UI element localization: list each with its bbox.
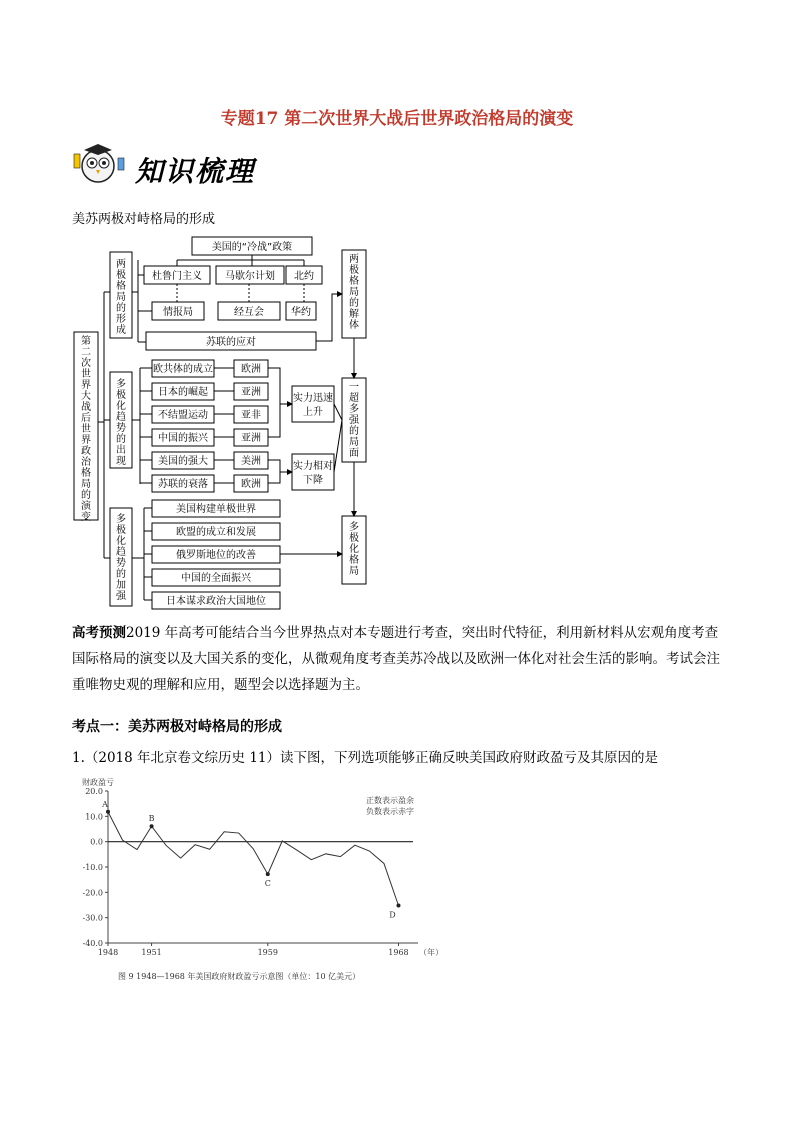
svg-text:势: 势	[116, 558, 126, 569]
us-item-0: 杜鲁门主义	[152, 271, 202, 282]
svg-text:形: 形	[116, 314, 126, 325]
su-response-label: 苏联的应对	[206, 337, 256, 348]
svg-text:极: 极	[349, 265, 359, 276]
svg-text:的: 的	[116, 569, 126, 580]
svg-text:加: 加	[116, 580, 126, 591]
chart-xtick-3: 1968	[388, 948, 409, 957]
svg-text:界: 界	[81, 380, 91, 391]
svg-text:局: 局	[81, 479, 91, 490]
chart-legend-1: 负数表示赤字	[366, 807, 414, 816]
svg-text:极: 极	[116, 390, 126, 401]
chart-ytick-1: 10.0	[85, 812, 103, 822]
result1-label	[349, 253, 359, 331]
result2-label	[349, 382, 360, 459]
force-name-3: 中国的振兴	[158, 433, 208, 444]
svg-text:的: 的	[116, 303, 126, 314]
svg-text:多: 多	[349, 404, 359, 415]
question-text: 1.（2018 年北京卷文综历史 11）读下图，下列选项能够正确反映美国政府财政盈亏及其原因的是	[72, 750, 658, 766]
force-name-4: 美国的强大	[158, 456, 208, 467]
svg-text:化: 化	[116, 536, 126, 547]
chart-ytick-6: -40.0	[82, 939, 103, 948]
chart-point-label-D: D	[389, 910, 396, 920]
force-name-0: 欧共体的成立	[153, 364, 213, 375]
svg-text:极: 极	[116, 525, 126, 536]
chart-point-D	[396, 904, 400, 908]
svg-text:趋: 趋	[116, 547, 126, 558]
svg-text:治: 治	[81, 457, 91, 468]
svg-text:后: 后	[81, 413, 91, 424]
svg-text:政: 政	[81, 446, 91, 457]
chart-point-label-B: B	[148, 814, 155, 824]
svg-text:世: 世	[81, 424, 91, 435]
chart-caption: 图 9 1948—1968 年美国政府财政盈亏示意图（单位：10 亿美元）	[118, 972, 361, 981]
trend-item-0: 美国构建单极世界	[176, 504, 256, 515]
chart-x-unit: （年）	[419, 948, 443, 957]
force-region-4: 美洲	[241, 456, 261, 467]
svg-text:出: 出	[116, 445, 126, 456]
forecast-label: 高考预测	[72, 625, 126, 641]
chart-legend-0: 正数表示盈余	[366, 796, 414, 805]
su-item-2: 华约	[291, 307, 311, 318]
su-item-0: 情报局	[163, 307, 193, 318]
svg-text:局: 局	[116, 292, 126, 303]
result3-label	[349, 521, 359, 577]
chart-xtick-0: 1948	[97, 948, 119, 957]
svg-text:战: 战	[81, 402, 91, 413]
decline-label-2: 下降	[303, 475, 323, 486]
svg-text:成: 成	[116, 325, 126, 336]
force-region-5: 欧洲	[241, 479, 261, 490]
svg-text:极: 极	[349, 533, 359, 544]
svg-text:第: 第	[81, 336, 91, 347]
chart-point-A	[106, 810, 110, 814]
svg-text:解: 解	[349, 309, 359, 320]
logo-text: 知识梳理	[135, 155, 256, 188]
kaodian-heading: 考点一：美苏两极对峙格局的形成	[72, 719, 282, 735]
svg-text:大: 大	[81, 391, 91, 402]
section-subheading: 美苏两极对峙格局的形成	[72, 212, 216, 227]
trend-item-1: 欧盟的成立和发展	[176, 527, 256, 538]
svg-text:的: 的	[116, 434, 126, 445]
svg-text:局: 局	[349, 566, 359, 577]
svg-text:现: 现	[116, 456, 126, 467]
forecast-paragraph	[72, 620, 724, 698]
chart-point-C	[266, 872, 270, 876]
chart-ytick-2: 0.0	[90, 837, 103, 847]
svg-text:世: 世	[81, 369, 91, 380]
chart-ytick-0: 20.0	[85, 787, 103, 796]
svg-text:势: 势	[116, 423, 126, 434]
svg-text:超: 超	[349, 393, 359, 404]
svg-text:多: 多	[116, 514, 126, 525]
trend-item-3: 中国的全面振兴	[181, 573, 251, 584]
svg-text:格: 格	[116, 281, 126, 292]
force-region-0: 欧洲	[241, 364, 261, 375]
svg-text:的: 的	[349, 426, 359, 437]
trend-item-2: 俄罗斯地位的改善	[176, 550, 256, 561]
force-name-5: 苏联的衰落	[158, 479, 208, 490]
svg-text:二: 二	[81, 347, 91, 358]
svg-text:体: 体	[349, 320, 359, 331]
concept-diagram	[70, 232, 390, 612]
svg-text:面: 面	[349, 448, 359, 459]
forecast-text: 2019 年高考可能结合当今世界热点对本专题进行考查，突出时代特征，利用新材料从宏观角度考查国际格局的演变以及大国关系的变化，从微观角度考查美苏冷战以及欧洲一体化对社会生活的影响。考试会注重唯物史观的理解和应用，题型会以选择题为主。	[72, 625, 720, 693]
chart-point-label-C: C	[264, 879, 271, 889]
diagram-root-label	[81, 334, 92, 523]
chart-xtick-1: 1951	[141, 948, 162, 957]
svg-text:两: 两	[116, 259, 126, 270]
svg-text:局: 局	[349, 287, 359, 298]
svg-text:演: 演	[81, 501, 91, 512]
svg-text:极: 极	[116, 270, 126, 281]
us-item-2: 北约	[294, 271, 314, 282]
chart-ytick-3: -10.0	[82, 863, 103, 872]
svg-text:局: 局	[349, 437, 359, 448]
rise-label-1: 实力迅速	[293, 393, 333, 404]
trend-item-4: 日本谋求政治大国地位	[166, 596, 266, 607]
svg-text:两: 两	[349, 254, 359, 265]
section2-label	[116, 378, 126, 467]
decline-label-1: 实力相对	[293, 461, 333, 472]
svg-text:变: 变	[81, 512, 91, 523]
chart-ylabel: 财政盈亏	[82, 778, 114, 787]
rise-label-2: 上升	[303, 407, 323, 418]
force-name-1: 日本的崛起	[158, 387, 208, 398]
svg-text:化: 化	[349, 544, 359, 555]
svg-text:的: 的	[349, 298, 359, 309]
chart-xtick-2: 1959	[257, 948, 278, 957]
chart-ytick-5: -30.0	[82, 913, 103, 923]
svg-text:强: 强	[116, 591, 126, 602]
svg-text:的: 的	[81, 490, 91, 501]
chart-point-label-A: A	[102, 799, 108, 809]
svg-text:多: 多	[349, 522, 359, 533]
svg-text:多: 多	[116, 379, 126, 390]
chart-ytick-4: -20.0	[82, 888, 103, 898]
force-region-2: 亚非	[241, 410, 261, 421]
section1-label	[116, 258, 126, 336]
svg-text:化: 化	[116, 401, 126, 412]
page-title: 专题17 第二次世界大战后世界政治格局的演变	[220, 109, 574, 129]
force-name-2: 不结盟运动	[158, 410, 208, 421]
deficit-line-chart	[78, 775, 450, 990]
svg-text:次: 次	[81, 358, 91, 369]
svg-text:格: 格	[81, 468, 91, 479]
us-item-1: 马歇尔计划	[225, 271, 275, 282]
svg-text:格: 格	[349, 276, 359, 287]
force-region-3: 亚洲	[241, 433, 261, 444]
svg-text:格: 格	[349, 555, 359, 566]
su-item-1: 经互会	[234, 307, 264, 318]
chart-point-B	[150, 824, 154, 828]
cold-war-label: 美国的“冷战”政策	[211, 242, 293, 253]
svg-text:趋: 趋	[116, 412, 126, 423]
svg-text:界: 界	[81, 435, 91, 446]
force-region-1: 亚洲	[241, 387, 261, 398]
svg-text:一: 一	[349, 382, 359, 393]
svg-text:强: 强	[349, 415, 359, 426]
section3-label	[116, 513, 127, 602]
